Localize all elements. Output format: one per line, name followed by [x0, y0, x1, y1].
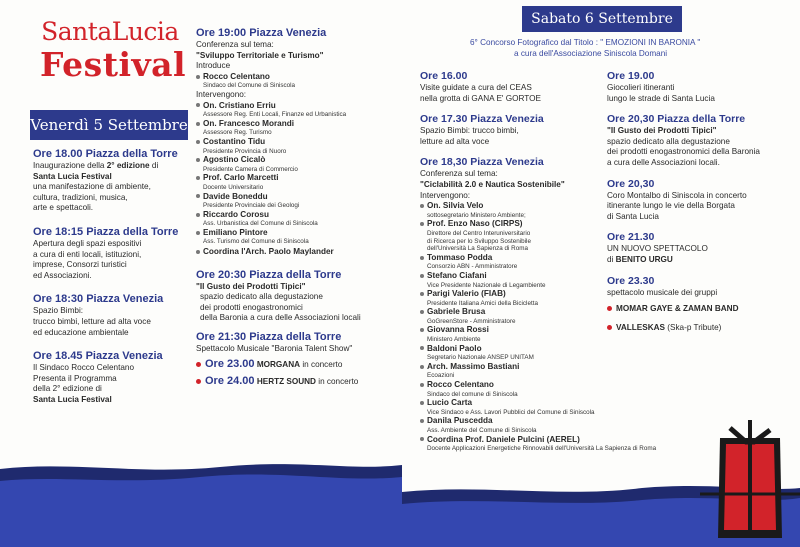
- bullet-icon: [420, 256, 424, 260]
- sat-coordinator: [420, 435, 610, 446]
- speaker-name: [420, 219, 610, 230]
- speaker-name: [420, 307, 610, 318]
- col2-coordinator: [196, 247, 396, 258]
- sat-coordinator-text: Coordina Prof. Daniele Pulcini (AEREL): [427, 434, 580, 444]
- tower-illustration: [700, 408, 800, 547]
- speaker-name-text: Davide Boneddu: [203, 191, 268, 201]
- speaker-name: [196, 101, 396, 112]
- red-bullet-icon: [196, 379, 201, 384]
- speaker-name: [196, 192, 396, 203]
- speaker-name: [196, 173, 396, 184]
- photo-contest-organizer: a cura dell'Associazione Siniscola Domani: [514, 49, 668, 58]
- speaker-name-text: Parigi Valerio (FIAB): [427, 289, 506, 299]
- col2-time-1: Ore 19:00 Piazza Venezia: [196, 27, 327, 39]
- friday-event-4-time: Ore 18.45 Piazza Venezia: [33, 350, 163, 363]
- col2-concert-2: [196, 374, 396, 388]
- sat-event-3-line-1: Conferenza sul tema:: [420, 169, 498, 179]
- speaker-name-text: Riccardo Corosu: [203, 209, 269, 219]
- friday-event-4-line-2: Presenta il Programma: [33, 373, 117, 383]
- speaker-name: [420, 344, 610, 355]
- bullet-icon: [196, 158, 200, 162]
- sat-r5-group-2-name: VALLESKAS: [616, 322, 665, 332]
- speaker-name: [420, 289, 610, 300]
- speaker-role: Consorzio ABN - Amministratore: [427, 263, 518, 271]
- col2-concert-2-suffix: in concerto: [315, 376, 359, 386]
- logo-line-2: Festival: [40, 45, 187, 84]
- bullet-icon: [196, 213, 200, 217]
- speaker-name: [420, 398, 610, 409]
- col2-intro-name-text: Rocco Celentano: [203, 71, 270, 81]
- friday-events: [33, 145, 198, 406]
- speaker-role: Vice Sindaco e Ass. Lavori Pubblici del Comune di Siniscola: [427, 408, 595, 416]
- bullet-icon: [420, 328, 424, 332]
- friday-event-3-line-2: trucco bimbi, letture ad alta voce: [33, 316, 151, 326]
- sat-r1-line-1: Giocolieri itineranti: [607, 83, 675, 92]
- speaker-role: Assessore Reg. Enti Locali, Finanze ed Urbanistica: [203, 111, 347, 119]
- saturday-banner-text: Sabato 6 Settembre: [531, 11, 673, 27]
- sat-r1-line-2: lungo le strade di Santa Lucia: [607, 93, 715, 103]
- red-bullet-icon: [196, 362, 201, 367]
- speaker-role: Presidente Camera di Commercio: [203, 165, 298, 173]
- speaker-role: Presidente Provincia di Nuoro: [203, 147, 287, 155]
- col2-conference: Conferenza sul tema:: [196, 40, 274, 49]
- bullet-icon: [196, 103, 200, 107]
- bullet-icon: [196, 194, 200, 198]
- col2-intro-role: Sindaco del Comune di Siniscola: [203, 82, 296, 90]
- bullet-icon: [420, 401, 424, 405]
- speaker-name-text: Danila Puscedda: [427, 416, 493, 426]
- sat-r2-line-2: spazio dedicato alla degustazione: [607, 136, 730, 146]
- bullet-icon: [420, 365, 424, 369]
- speaker-role: GoGreenStore - Amministratore: [427, 317, 516, 325]
- col2-intro-name: [196, 72, 396, 83]
- logo-line-1: SantaLucia: [41, 17, 179, 46]
- speaker-role: Direttore del Centro Interuniversitario: [427, 229, 531, 237]
- sat-r2-line-3: dei prodotti enogastronomici della Baronia: [607, 147, 760, 157]
- speaker-name: [196, 228, 396, 239]
- speaker-name-text: Baldoni Paolo: [427, 343, 482, 353]
- red-bullet-icon: [607, 325, 612, 330]
- friday-event-2-line-3: imprese, Consorzi turistici: [33, 260, 127, 270]
- sat-r2-line-4: a cura delle Associazioni locali.: [607, 157, 720, 167]
- sat-event-3-theme: "Ciclabilità 2.0 e Nautica Sostenibile": [420, 179, 565, 189]
- festival-logo: [40, 17, 187, 84]
- col2-interventions: Intervengono:: [196, 89, 247, 99]
- speaker-role: Ministero Ambiente: [427, 336, 481, 344]
- bullet-icon: [420, 346, 424, 350]
- sat-r3-line-2: itinerante lungo le vie della Borgata: [607, 201, 735, 211]
- speaker-name-text: Tommaso Podda: [427, 252, 493, 262]
- sat-r3-time: Ore 20,30: [607, 177, 655, 190]
- bullet-icon: [420, 383, 424, 387]
- friday-event-1-time: Ore 18.00 Piazza della Torre: [33, 148, 178, 160]
- col2-gusto-line-1: spazio dedicato alla degustazione: [200, 292, 323, 302]
- speaker-name: [196, 210, 396, 221]
- friday-event-2-line-4: ed Associazioni.: [33, 270, 92, 280]
- speaker-name: [420, 325, 610, 336]
- sat-r1-time: Ore 19.00: [607, 70, 655, 82]
- red-bullet-icon: [607, 306, 612, 311]
- col2-concert-2-time: Ore 24.00: [205, 374, 255, 387]
- speaker-role: Sindaco del comune di Siniscola: [427, 390, 518, 398]
- sat-r4-line-1: UN NUOVO SPETTACOLO: [607, 244, 708, 254]
- speaker-name-text: Stefano Ciafani: [427, 270, 487, 280]
- photo-contest-title: 6° Concorso Fotografico dal Titolo : " EMOZIONI IN BARONIA ": [470, 38, 701, 47]
- col2-concert-1-suffix: in concerto: [300, 359, 343, 369]
- sat-event-2-time: Ore 17.30 Piazza Venezia: [420, 113, 544, 126]
- sat-r2-line-1: "Il Gusto dei Prodotti Tipici": [607, 126, 717, 136]
- speaker-role: sottosegretario Ministero Ambiente;: [427, 211, 526, 219]
- friday-banner-text: Venerdì 5 Settembre: [30, 116, 188, 134]
- friday-event-3-line-1: Spazio Bimbi:: [33, 306, 84, 316]
- friday-event-1-text-a: Inaugurazione della: [33, 161, 107, 170]
- speaker-role: Presidente Italiana Amici della Bicicletta: [427, 299, 538, 307]
- col2-time-3: Ore 21:30 Piazza della Torre: [196, 331, 342, 344]
- sat-r4-artist: BENITO URGU: [615, 254, 673, 264]
- bullet-icon: [420, 437, 424, 441]
- sat-r5-group-1-text: MOMAR GAYE & ZAMAN BAND: [616, 304, 739, 314]
- saturday-right-events: [607, 70, 797, 333]
- bullet-icon: [420, 292, 424, 296]
- friday-event-4-line-4: Santa Lucia Festival: [33, 394, 112, 404]
- sat-r3-line-3: di Santa Lucia: [607, 211, 659, 221]
- friday-event-3-time: Ore 18:30 Piazza Venezia: [33, 293, 164, 306]
- speaker-role: Assessore Reg. Turismo: [203, 129, 272, 137]
- bullet-icon: [420, 204, 424, 208]
- speaker-name: [420, 271, 610, 282]
- speaker-name-text: Emiliano Pintore: [203, 227, 268, 237]
- col2-coordinator-text: Coordina l'Arch. Paolo Maylander: [203, 247, 334, 257]
- speaker-name-text: Prof. Carlo Marcetti: [203, 173, 279, 183]
- sat-event-3-time: Ore 18,30 Piazza Venezia: [420, 156, 544, 169]
- speaker-name-text: Gabriele Brusa: [427, 307, 486, 317]
- sat-r2-time: Ore 20,30 Piazza della Torre: [607, 113, 746, 126]
- friday-evening-events: [196, 26, 396, 388]
- speaker-name-text: Arch. Massimo Bastiani: [427, 361, 520, 371]
- bullet-icon: [420, 310, 424, 314]
- speaker-name: [196, 119, 396, 130]
- speaker-name: [420, 380, 610, 391]
- speaker-role: Ass. Turismo del Comune di Siniscola: [203, 238, 309, 246]
- friday-event-1-festival: Santa Lucia Festival: [33, 171, 112, 181]
- bullet-icon: [420, 274, 424, 278]
- speaker-name-text: Prof. Enzo Naso (CIRPS): [427, 219, 523, 229]
- friday-event-4-line-3: della 2° edizione di: [33, 384, 102, 394]
- sat-speaker-list: [420, 201, 610, 434]
- friday-event-1-line-4: cultura, tradizioni, musica,: [33, 192, 128, 202]
- bullet-icon: [196, 176, 200, 180]
- sat-r5-group-2-suffix: (Ska-p Tribute): [664, 322, 722, 332]
- speaker-role: Vice Presidente Nazionale di Legambiente: [427, 281, 546, 289]
- bullet-icon: [420, 222, 424, 226]
- sat-r5-time: Ore 23.30: [607, 274, 655, 287]
- speaker-name-text: Lucio Carta: [427, 398, 473, 408]
- sat-r3-line-1: Coro Montalbo di Siniscola in concerto: [607, 190, 747, 200]
- friday-event-1-text-b: 2° edizione: [106, 161, 150, 170]
- speaker-role: dell'Università La Sapienza di Roma: [427, 245, 528, 253]
- speaker-role: Ecoazioni: [427, 372, 455, 380]
- speaker-name-text: Costantino Tidu: [203, 136, 266, 146]
- friday-event-1-line-5: arte e spettacoli.: [33, 203, 94, 213]
- bullet-icon: [196, 140, 200, 144]
- speaker-name: [420, 362, 610, 373]
- col2-gusto-line-3: della Baronia a cura delle Associazioni locali: [200, 313, 361, 323]
- speaker-name: [196, 137, 396, 148]
- friday-event-2-line-1: Apertura degli spazi espositivi: [33, 238, 142, 248]
- sat-event-1-line-2: nella grotta di GANA E' GORTOE: [420, 93, 541, 103]
- friday-event-1-line-3: una manifestazione di ambiente,: [33, 182, 151, 192]
- sat-r5-group-2: [607, 323, 797, 334]
- sat-coordinator-role: Docente Applicazioni Energetiche Rinnovabili dell'Università La Sapienza di Roma: [427, 445, 657, 453]
- friday-event-2-time: Ore 18:15 Piazza della Torre: [33, 225, 179, 238]
- col2-show: Spettacolo Musicale "Baronia Talent Show": [196, 344, 353, 354]
- sea-wave-left: [0, 455, 402, 547]
- col2-concert-1-time: Ore 23.00: [205, 357, 255, 370]
- speaker-role: Ass. Urbanistica del Comune di Siniscola: [203, 220, 318, 228]
- col2-time-2: Ore 20:30 Piazza della Torre: [196, 268, 342, 281]
- speaker-name-text: Agostino Cicalò: [203, 155, 266, 165]
- friday-event-4-line-1: Il Sindaco Rocco Celentano: [33, 363, 135, 373]
- speaker-name: [420, 201, 610, 212]
- sat-event-1-time: Ore 16.00: [420, 70, 468, 82]
- speaker-name-text: On. Silvia Velo: [427, 201, 484, 211]
- bullet-icon: [196, 231, 200, 235]
- speaker-role: di Ricerca per lo Sviluppo Sostenibile: [427, 237, 531, 245]
- col2-theme: "Sviluppo Territoriale e Turismo": [196, 50, 324, 60]
- col2-speaker-list: [196, 101, 396, 247]
- bullet-icon: [420, 419, 424, 423]
- bullet-icon: [196, 75, 200, 79]
- sat-event-3-interventions: Intervengono:: [420, 190, 471, 200]
- sat-r5-group-1: [607, 304, 797, 315]
- sat-event-2-line-2: letture ad alta voce: [420, 136, 490, 146]
- friday-banner: [30, 110, 188, 140]
- sat-r4-prefix: di: [607, 254, 616, 264]
- col2-concert-2-band: HERTZ SOUND: [256, 376, 316, 386]
- speaker-role: Docente Universitario: [203, 183, 264, 191]
- speaker-role: Segretario Nazionale ANSEP UNITAM: [427, 354, 534, 362]
- col2-intro: Introduce: [196, 61, 231, 71]
- speaker-name-text: On. Francesco Morandi: [203, 118, 294, 128]
- speaker-name: [420, 253, 610, 264]
- bullet-icon: [196, 250, 200, 254]
- speaker-name-text: Rocco Celentano: [427, 380, 494, 390]
- speaker-name-text: On. Cristiano Erriu: [203, 100, 276, 110]
- col2-gusto-line-2: dei prodotti enogastronomici: [200, 302, 303, 312]
- speaker-name: [196, 155, 396, 166]
- friday-event-2-line-2: a cura di enti locali, istituzioni,: [33, 249, 142, 259]
- saturday-banner: [522, 6, 682, 32]
- bullet-icon: [196, 122, 200, 126]
- sat-r4-time: Ore 21.30: [607, 231, 655, 244]
- speaker-role: Presidente Provinciale dei Geologi: [203, 202, 300, 210]
- col2-gusto: "Il Gusto dei Prodotti Tipici": [196, 281, 306, 291]
- col2-concert-1: [196, 357, 396, 371]
- friday-event-1-text-c: di: [149, 161, 159, 170]
- sat-event-2-line-1: Spazio Bimbi: trucco bimbi,: [420, 126, 519, 136]
- speaker-name-text: Giovanna Rossi: [427, 325, 489, 335]
- sat-r5-line-1: spettacolo musicale dei gruppi: [607, 287, 718, 297]
- speaker-role: Ass. Ambiente del Comune di Siniscola: [427, 427, 537, 434]
- speaker-name: [420, 416, 610, 427]
- sat-event-1-line-1: Visite guidate a cura del CEAS: [420, 83, 532, 92]
- friday-event-3-line-3: ed educazione ambientale: [33, 327, 129, 337]
- col2-concert-1-band: MORGANA: [256, 359, 301, 369]
